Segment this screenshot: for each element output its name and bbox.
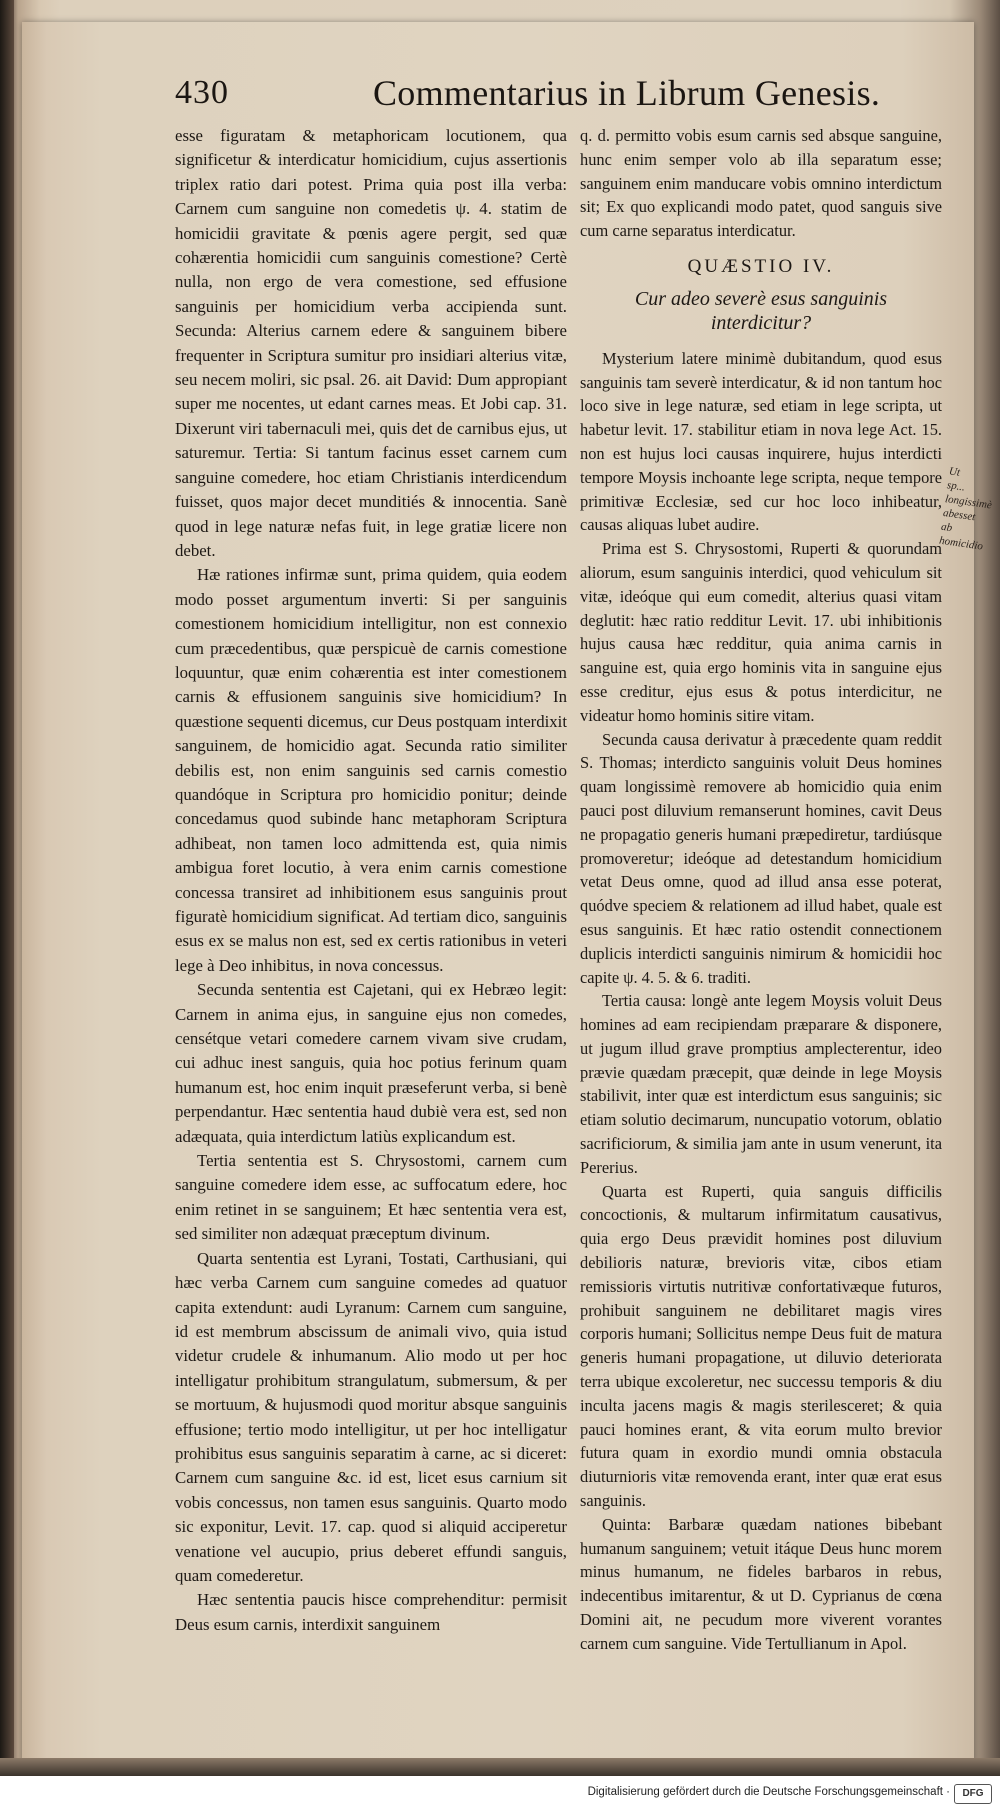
- paragraph: Tertia sententia est S. Chrysostomi, carnem cum sanguine comedere idem esse, ac suffocatum edere, hoc enim retinet in se sanguinem; Et hæc sententia vera est, sed similiter non adæquat præceptum divinum.: [175, 1151, 567, 1244]
- paragraph: Quinta: Barbaræ quædam nationes bibebant humanum sanguinem; vetuit itáque Deus hunc morem minus humanum, ne fideles barbaros in rebus, indecentibus imitarentur, & ut D. Cyprianus de cœna Domini ait, ne pecudum more viverent vorantes carnem cum sanguine. Vide Tertullianum in Apol.: [580, 1514, 942, 1653]
- paragraph: Prima est S. Chrysostomi, Ruperti & quorundam aliorum, esum sanguinis interdici, quod vehiculum sit vitæ, ideóque qui eum comedit, alterius quasi vitam deglutit: hæc ratio redditur Levit. 17. ubi inhibitionis hujus causa hæc redditur, quia anima carnis in sanguine est, quia ergo hominis vita in sanguine ejus esse creditur, ejus esus & potus interdicitur, ne videatur homo hominis sitire vitam.: [580, 539, 942, 725]
- question-title: QUÆSTIO IV.: [687, 255, 835, 277]
- paragraph: Tertia causa: longè ante legem Moysis voluit Deus homines ad eam recipiendam præparare & disponere, ut jugum illud grave promptius amplecterentur, ideo prævie quædam præcepit, quæ deinde in lege Moysis stabilivit, inter quæ est interdictum esus sanguinis; sic etiam solutio decimarum, nuncupatio votorum, oblatio sacrificiorum, & similia jam ante in usum venerunt, ita Pererius.: [580, 991, 942, 1177]
- paragraph: esse figuratam & metaphoricam locutionem, qua significetur & interdicatur homicidium, cujus assertionis triplex ratio dari potest. Prima quia post illa verba: Carnem cum sanguine non comedetis ψ. 4. statim de homicidii gravitate & pœnis agere pergit, sed quæ cohærentia homicidii cum sanguinis comestione? Certè nulla, non ergo de vera comestione, sed effusione sanguinis per homicidium verba accipienda sunt. Secunda: Alterius carnem edere & sanguinem bibere frequenter in Scriptura sumitur pro insidiari alterius vitæ, seu necem moliri, sic psal. 26. ait David: Dum appropiant super me nocentes, ut edant carnes meas. Et Jobi cap. 31. Dixerunt viri tabernaculi mei, quis det de carnibus ejus, ut saturemur. Tertia: Si tantum facinus esset carnem cum sanguine comedere, hoc etiam Christianis interdicendum fuisset, quos major decet munditiés & innocentia. Sanè quod in lege naturæ nefas fuit, in lege gratiæ licere non debet.: [175, 126, 567, 560]
- digitization-footer: [0, 1776, 1000, 1810]
- book-spine: [0, 0, 14, 1810]
- page-bottom-edge: [0, 1758, 1000, 1776]
- paragraph: Hæ rationes infirmæ sunt, prima quidem, quia eodem modo posset argumentum inverti: Si per sanguinis comestionem homicidium intelligitur, non est connexio cum præcedentibus, quæ perspicuè de carnis comestione loquuntur, quæ enim cohærentia est inter comestionem carnis & effusionem sanguinis sive homicidium? In quæstione sequenti dicemus, cur Deus postquam interdixit sanguinem, de homicidio agat. Secunda ratio similiter debilis est, non enim sanguinis sed carnis comestio quandóque in Scriptura pro homicidio ponitur; deinde concedamus quod subinde hanc metaphoram Scriptura adhibeat, non tamen loco admittenda est, quia nimis ambigua foret locutio, à vera enim carnis comestione concessa transiret ad inhibitionem esus sanguinis prout figuratè homicidium significat. Ad tertiam dico, sanguinis esus ex se malus non est, sed ex certis rationibus in veteri lege à Deo inhibitus, in nova concessus.: [175, 565, 567, 975]
- paragraph: Secunda sententia est Cajetani, qui ex Hebræo legit: Carnem in anima ejus, in sanguine ejus non comedes, censétque vetari comedere carnem vivam sive crudam, cui adhuc inest sanguis, quia hoc potius ferinum quam humanum est, hoc enim inquit præseferunt verba, si benè perpendantur. Hæc sententia haud dubiè vera est, sed non adæquata, quia interdictum latiùs explicandum est.: [175, 980, 567, 1146]
- margin-note: Ut sp... longissimè abesset ab homicidio: [938, 465, 993, 553]
- paragraph-intro: q. d. permitto vobis esum carnis sed absque sanguine, hunc enim semper volo ab illa separatum esse; sanguinem enim manducare vobis omnino interdictum sit; Ex quo explicandi modo patet, quod sanguis sive cum carne separatus interdicatur.: [580, 126, 942, 241]
- paragraph: Secunda causa derivatur à præcedente quam reddit S. Thomas; interdicto sanguinis voluit Deus homines quam longissimè removere ab homicidio quia enim pauci post diluvium remanserunt homines, cavit Deus ne propagatio generis humani præpediretur, tardiúsque promoveretur; ideóque ad detestandum homicidium vetat Deus omne, quod ad illud ansa esse poterat, quódve speciem & relationem ad illud habet, quale est esus sanguinis. Et hæc ratio ostendit connectionem duplicis interdicti sanguinis nimirum & homicidii hoc capite ψ. 4. 5. & 6. traditi.: [580, 729, 942, 987]
- paragraph: Mysterium latere minimè dubitandum, quod esus sanguinis tam severè interdicatur, & id non tantum hoc loco sive in lege naturæ, sed etiam in lege scripta, ut habetur levit. 17. stabilitur etiam in nova lege Act. 15. non est hujus loci causas inquirere, hujus interdicti tempore Moysis inchoante lege scripta, neque tempore primitivæ Ecclesiæ, sed cur hoc loco inhibeatur, causas aliquas lubet audire.: [580, 348, 942, 535]
- page-header: [175, 72, 945, 122]
- dfg-logo-icon: DFG: [954, 1784, 992, 1804]
- right-column: [580, 124, 942, 1656]
- question-subtitle: Cur adeo severè esus sanguinis interdicitur?: [634, 287, 888, 334]
- footer-credit: Digitalisierung gefördert durch die Deutsche Forschungsgemeinschaft ·: [587, 1786, 950, 1798]
- running-title: Commentarius in Librum Genesis.: [373, 73, 881, 113]
- paragraph: Hæc sententia paucis hisce comprehenditur: permisit Deus esum carnis, interdixit sanguinem: [175, 1590, 567, 1634]
- left-column: [175, 124, 567, 1637]
- paragraph: Quarta est Ruperti, quia sanguis difficilis concoctionis, & multarum infirmitatum causativus, quia ergo Deus prævidit homines post diluvium debilioris naturæ, brevioris vitæ, cibos etiam remissioris virtutis nutritivæ confortativæque futuros, prohibuit sanguinem ne debilitaret magis vires corporis humani; Sollicitus nempe Deus fuit de matura generis humani propagatione, ut diluvio deteriorata terra ubique excoleretur, nec successu temporis & diu inculta jacens magis & magis sterilesceret; & quia pauci homines erant, & vita eorum multo brevior futura quam in exordio mundi omnia obstacula diuturnioris vitæ removenda erant, inter quæ erat esus sanguinis.: [580, 1181, 942, 1511]
- paragraph: Quarta sententia est Lyrani, Tostati, Carthusiani, qui hæc verba Carnem cum sanguine comedes ad quatuor capita extendunt: audi Lyranum: Carnem cum sanguine, id est membrum abscissum de animali vivo, quia istud videtur crudele & inhumanum. Alio modo ut per hoc intelligatur prohibitum strangulatum, submersum, & per se mortuum, & hujusmodi quod moritur absque sanguinis effusione; tertio modo intelligitur, ut per hoc intelligatur prohibitus esus sanguinis separatim à carne, ac si diceret: Carnem cum sanguine &c. id est, licet esus carnium sit vobis concessus, non tamen esus sanguinis. Quarto modo sic exponitur, Levit. 17. cap. quod si aliquid acciperetur venatione vel aucupio, prius deberet effundi sanguis, quam comederetur.: [175, 1248, 567, 1585]
- page-number: 430: [175, 74, 229, 111]
